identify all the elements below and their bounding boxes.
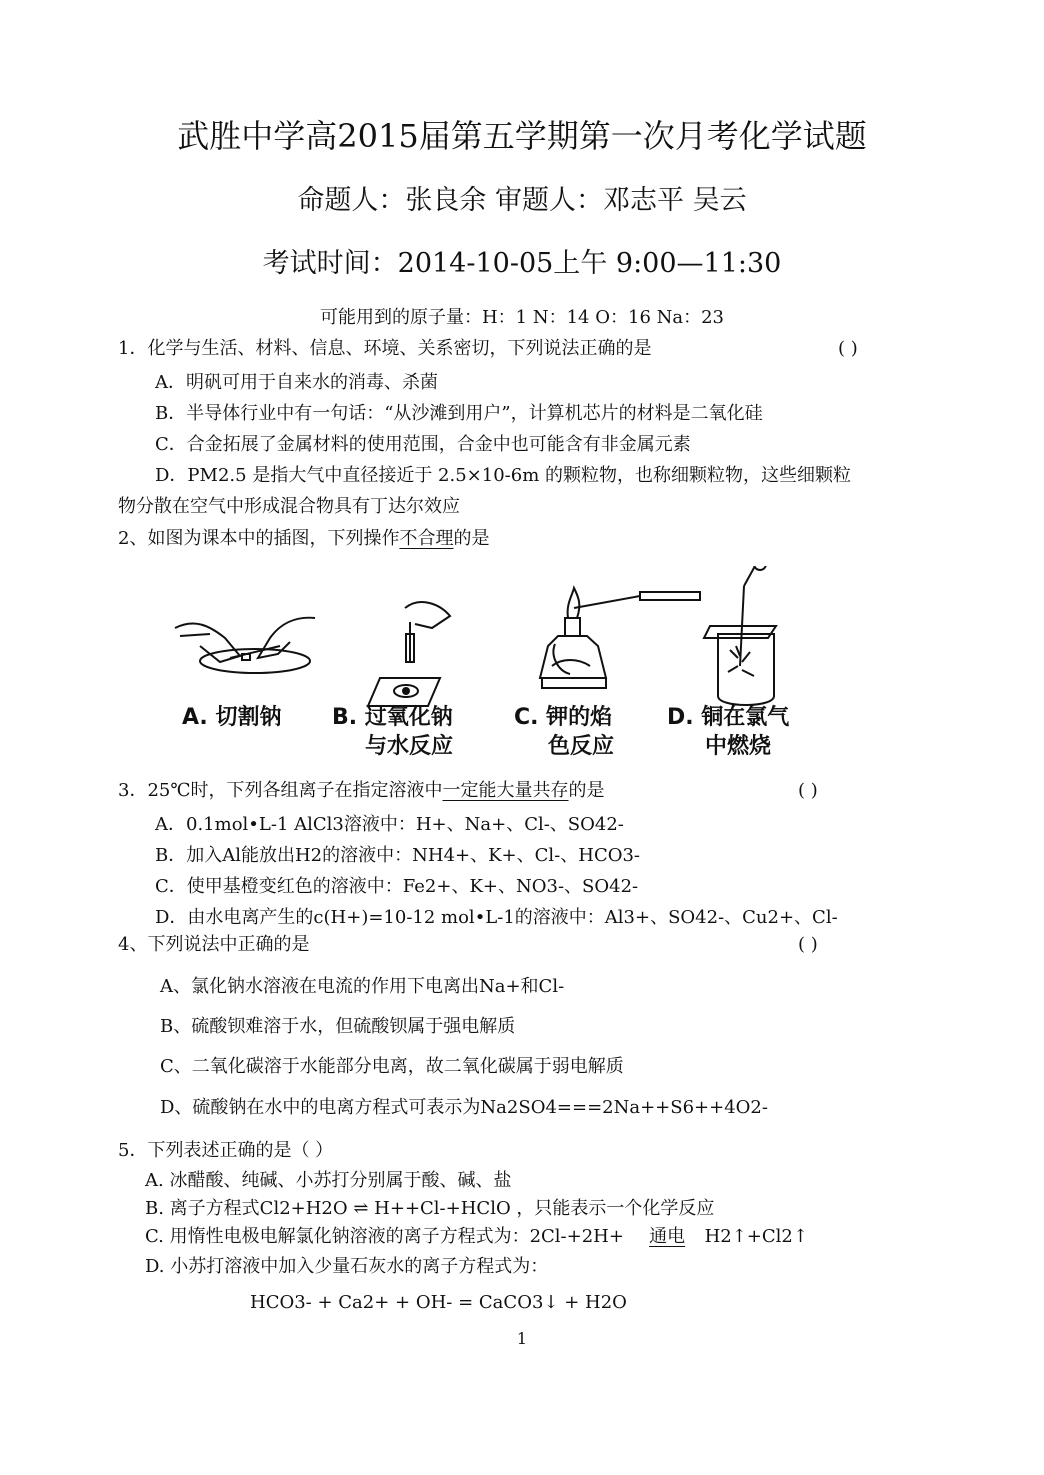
q3-option-a: A．0.1mol•L-1 AlCl3溶液中：H+、Na+、Cl-、SO42-: [155, 814, 624, 835]
q4-stem: 4、下列说法中正确的是: [118, 934, 310, 955]
q5-option-d: D. 小苏打溶液中加入少量石灰水的离子方程式为：: [145, 1256, 549, 1277]
q3-option-c: C．使甲基橙变红色的溶液中：Fe2+、K+、NO3-、SO42-: [155, 876, 639, 897]
figure-a-cut-sodium: [175, 618, 315, 673]
q4-option-d: D、硫酸钠在水中的电离方程式可表示为Na2SO4===2Na++S6++4O2-: [160, 1097, 768, 1118]
q1-option-d: D．PM2.5 是指大气中直径接近于 2.5×10-6m 的颗粒物，也称细颗粒物，这些细颗粒: [155, 465, 851, 486]
q1-option-d-cont: 物分散在空气中形成混合物具有丁达尔效应: [118, 496, 460, 517]
q5-option-d-equation: HCO3- + Ca2+ + OH- = CaCO3↓ + H2O: [250, 1292, 627, 1313]
exam-authors: 命题人：张良余 审题人：邓志平 吴云: [297, 185, 747, 216]
q4-option-a: A、氯化钠水溶液在电流的作用下电离出Na+和Cl-: [160, 976, 565, 997]
q5-option-c: C. 用惰性电极电解氯化钠溶液的离子方程式为：2Cl-+2H+ 通电 H2↑+Cl2↑: [145, 1226, 808, 1247]
q3-option-d: D．由水电离产生的c(H+)=10-12 mol•L-1的溶液中：Al3+、SO42-、Cu2+、Cl-: [155, 907, 838, 928]
q3-option-b: B．加入Al能放出H2的溶液中：NH4+、K+、Cl-、HCO3-: [155, 845, 641, 866]
q4-answer-paren: ( ): [798, 934, 818, 955]
figure-b-sodium-peroxide: [368, 602, 450, 706]
q1-option-c: C．合金拓展了金属材料的使用范围，合金中也可能含有非金属元素: [155, 434, 691, 455]
q3-underlined-text: 一定能大量共存: [442, 780, 569, 801]
q5-stem: 5．下列表述正确的是（ ）: [118, 1140, 334, 1161]
electrolysis-condition: 通电: [649, 1226, 686, 1247]
figure-d-copper-chlorine: [704, 566, 776, 705]
exam-time: 考试时间：2014-10-05上午 9:00—11:30: [262, 248, 782, 279]
q4-option-c: C、二氧化碳溶于水能部分电离，故二氧化碳属于弱电解质: [160, 1056, 624, 1077]
caption-d-line2: 中燃烧: [705, 734, 772, 759]
q5-option-b: B. 离子方程式Cl2+H2O ⇌ H++Cl-+HClO ，只能表示一个化学反应: [145, 1198, 715, 1219]
q3-answer-paren: ( ): [798, 780, 818, 801]
q1-option-b: B．半导体行业中有一句话：“从沙滩到用户”，计算机芯片的材料是二氧化硅: [155, 403, 763, 424]
caption-a: A. 切割钠: [182, 705, 282, 730]
caption-c-line2: 色反应: [548, 734, 615, 759]
caption-c-line1: C. 钾的焰: [514, 705, 613, 730]
q2-stem: 2、如图为课本中的插图，下列操作不合理的是: [118, 528, 490, 549]
caption-b-line2: 与水反应: [365, 734, 454, 759]
exam-title: 武胜中学高2015届第五学期第一次月考化学试题: [177, 117, 867, 155]
q1-answer-paren: ( ): [838, 338, 858, 359]
q4-option-b: B、硫酸钡难溶于水，但硫酸钡属于强电解质: [160, 1016, 516, 1037]
q5-option-a: A. 冰醋酸、纯碱、小苏打分别属于酸、碱、盐: [145, 1170, 512, 1191]
q3-stem: 3．25℃时，下列各组离子在指定溶液中一定能大量共存的是: [118, 780, 605, 801]
caption-d-line1: D. 铜在氯气: [667, 705, 790, 730]
figure-c-potassium-flame: [540, 588, 700, 688]
q1-stem: 1．化学与生活、材料、信息、环境、关系密切，下列说法正确的是: [118, 338, 652, 359]
caption-b-line1: B. 过氧化钠: [332, 705, 453, 730]
q1-option-a: A．明矾可用于自来水的消毒、杀菌: [155, 372, 438, 393]
atomic-masses: 可能用到的原子量：H：1 N：14 O：16 Na：23: [319, 307, 724, 328]
q2-underlined-text: 不合理: [399, 528, 454, 549]
page-number: 1: [516, 1329, 528, 1348]
